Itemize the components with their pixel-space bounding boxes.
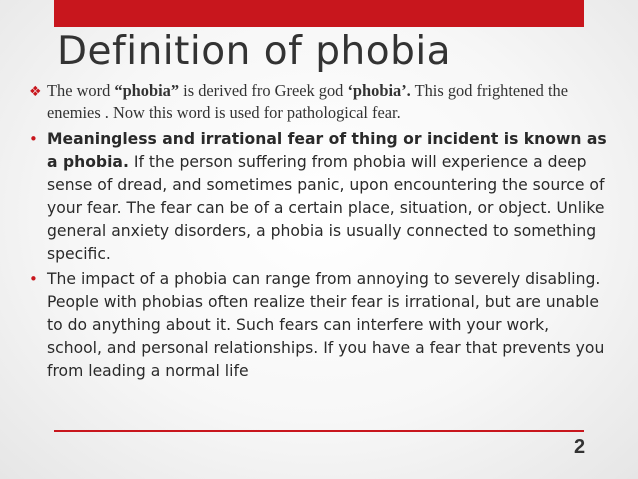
bullet-icon: • xyxy=(29,270,38,288)
paragraph-definition xyxy=(29,80,609,124)
para1-prefix: The word xyxy=(47,81,115,100)
para1-god: ‘phobia’. xyxy=(347,81,411,100)
para1-suffix: This god frightened the enemies . Now this word is used for pathological fear. xyxy=(47,81,568,122)
paragraph-impact xyxy=(29,268,609,383)
paragraph-meaning xyxy=(29,128,609,266)
top-accent-bar xyxy=(54,0,584,27)
para3-text: The impact of a phobia can range from annoying to severely disabling. People with phobias often realize their fear is irrational, but are unable to do anything about it. Such fears can interfere with your work, school, and personal relationships. If you have a fear that prevents you from leading a normal life xyxy=(47,270,605,380)
slide-body xyxy=(29,80,609,383)
para2-text: If the person suffering from phobia will experience a deep sense of dread, and sometimes panic, upon encountering the source of your fear. The fear can be of a certain place, situation, or object. Unlike general anxiety disorders, a phobia is usually connected to something specific. xyxy=(47,153,605,263)
bullet-icon: • xyxy=(29,130,38,148)
slide-title: Definition of phobia xyxy=(57,29,452,74)
para1-term: “phobia” xyxy=(114,81,180,100)
diamond-bullet-icon: ❖ xyxy=(29,84,42,100)
bottom-divider xyxy=(54,430,584,432)
para2-bold-lead: Meaningless and irrational fear of thing or incident is known as a phobia. xyxy=(47,130,607,171)
para1-middle: is derived fro Greek god xyxy=(179,81,348,100)
page-number: 2 xyxy=(574,436,586,458)
